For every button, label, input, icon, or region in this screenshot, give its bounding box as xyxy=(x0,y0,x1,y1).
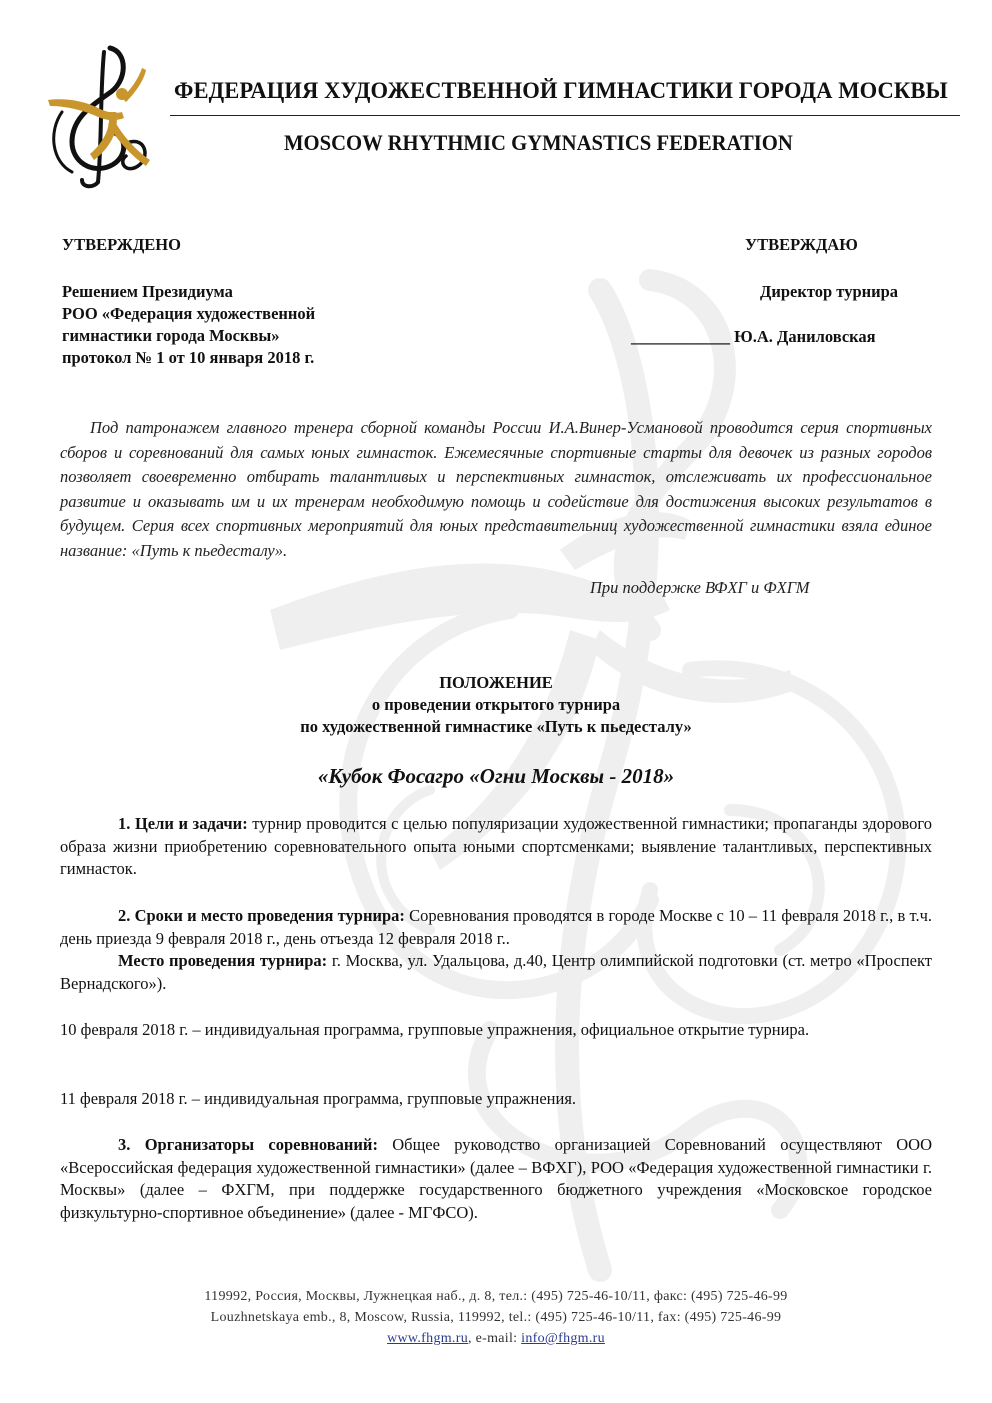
schedule-day2 xyxy=(60,1088,932,1111)
section-heading: 2. Сроки и место проведения турнира: xyxy=(118,906,405,925)
federation-title-en: MOSCOW RHYTHMIC GYMNASTICS FEDERATION xyxy=(284,130,793,155)
intro-text: Под патронажем главного тренера сборной команды России И.А.Винер-Усмановой проводится серия спортивных сборов и соревнований для самых юных гимнасток. Ежемесячные спортивные старты для девочек из разных городов позволяет своевременно отбирать талантливых и перспективных гимнасток, отслеживать их профессиональное развитие и оказывать им и их тренерам необходимую помощь и содействие для достижения высоких результатов в будущем. Серия всех спортивных мероприятий для юных представительниц художественной гимнастики взяла единое название: «Путь к пьедесталу». xyxy=(60,418,932,560)
approved-heading: УТВЕРЖДЕНО xyxy=(62,235,181,254)
approval-left-line: гимнастики города Москвы» xyxy=(62,326,280,345)
website-link[interactable]: www.fhgm.ru xyxy=(387,1331,468,1346)
email-label: , e-mail: xyxy=(468,1331,522,1346)
section-goals xyxy=(60,813,932,881)
approval-left-line: протокол № 1 от 10 января 2018 г. xyxy=(62,348,315,367)
approval-left-line: Решением Президиума xyxy=(62,282,233,301)
approval-left-block xyxy=(62,281,422,369)
section-text: Общее руководство организацией Соревнований осуществляют ООО «Всероссийская федерация художественной гимнастики» (далее – ВФХГ), РОО «Федерация художественной гимнастики г. Москвы» (далее – ФХГМ, при поддержке государственного бюджетного учреждения «Московское городское физкультурно-спортивное объединение» (далее - МГФСО). xyxy=(60,1135,932,1222)
section-text: Соревнования проводятся в городе Москве с 10 – 11 февраля 2018 г., в т.ч. день приезда 9 февраля 2018 г., день отъезда 12 февраля 2018 г.. xyxy=(60,906,932,948)
regulation-title: ПОЛОЖЕНИЕ xyxy=(439,673,553,692)
venue-heading: Место проведения турнира: xyxy=(118,951,328,970)
schedule-day1 xyxy=(60,1019,932,1042)
section-heading: 1. Цели и задачи: xyxy=(118,814,248,833)
support-note: При поддержке ВФХГ и ФХГМ xyxy=(590,578,810,597)
approval-left-line: РОО «Федерация художественной xyxy=(62,304,316,323)
schedule-day2-text: 11 февраля 2018 г. – индивидуальная программа, групповые упражнения. xyxy=(60,1089,577,1108)
header-divider xyxy=(170,115,960,116)
section-organizers xyxy=(60,1134,932,1224)
schedule-day1-text: 10 февраля 2018 г. – индивидуальная программа, групповые упражнения, официальное открытие турнира. xyxy=(60,1020,810,1039)
director-signature-line: ____________ Ю.А. Даниловская xyxy=(631,327,876,346)
regulation-title-block xyxy=(0,672,992,738)
regulation-subtitle: по художественной гимнастике «Путь к пьедесталу» xyxy=(300,717,692,736)
regulation-subtitle: о проведении открытого турнира xyxy=(371,695,621,714)
footer-contacts xyxy=(0,1328,992,1349)
section-text: турнир проводится с целью популяризации художественной гимнастики; пропаганды здорового образа жизни приобретению соревновательного опыта юными спортсменками; выявление талантливых, перспективных гимнасток. xyxy=(60,814,932,878)
footer-address-ru: 119992, Россия, Москвы, Лужнецкая наб., д. 8, тел.: (495) 725-46-10/11, факс: (495) 725-46-99 xyxy=(204,1289,788,1304)
section-heading: 3. Организаторы соревнований: xyxy=(118,1135,378,1154)
cup-title: «Кубок Фосагро «Огни Москвы - 2018» xyxy=(317,764,675,788)
footer-address-en: Louzhnetskaya emb., 8, Moscow, Russia, 119992, tel.: (495) 725-46-10/11, fax: (495) 725-46-99 xyxy=(210,1310,782,1325)
section-dates xyxy=(60,905,932,995)
intro-paragraph xyxy=(60,416,932,563)
email-link[interactable]: info@fhgm.ru xyxy=(521,1331,605,1346)
approve-heading: УТВЕРЖДАЮ xyxy=(745,235,858,254)
venue-text: г. Москва, ул. Удальцова, д.40, Центр олимпийской подготовки (ст. метро «Проспект Вернадского»). xyxy=(60,951,932,993)
federation-title-ru: ФЕДЕРАЦИЯ ХУДОЖЕСТВЕННОЙ ГИМНАСТИКИ ГОРОДА МОСКВЫ xyxy=(174,78,948,104)
treble-clef-gymnast-logo-icon xyxy=(42,42,154,190)
footer xyxy=(0,1286,992,1349)
tournament-director-label: Директор турнира xyxy=(760,282,899,301)
